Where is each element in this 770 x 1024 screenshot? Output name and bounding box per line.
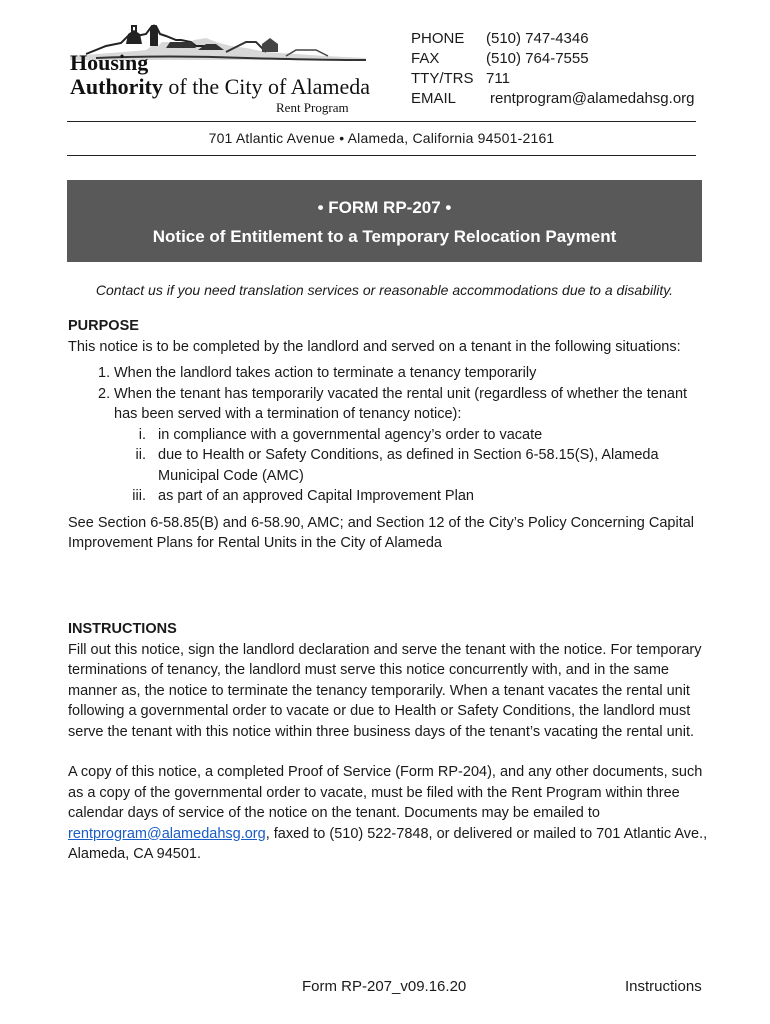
purpose-see-also: See Section 6-58.85(B) and 6-58.90, AMC; and Section 12 of the City’s Policy Concerning Capital Improvement Plans for Rental Units in the City of Alameda [68,514,695,551]
sub-list-item-number: i. [138,426,146,443]
housing-authority-logo [66,16,371,116]
contact-value: (510) 747-4346 [486,30,589,47]
footer-form-version: Form RP-207_v09.16.20 [302,978,467,995]
contact-label: EMAIL [411,90,457,107]
purpose-intro: This notice is to be completed by the landlord and served on a tenant in the following situations: [68,338,681,355]
address-line: 701 Atlantic Avenue • Alameda, California 94501-2161 [208,130,555,146]
contact-label: PHONE [411,30,465,47]
contact-block [411,29,695,109]
contact-label: FAX [411,50,440,67]
form-title: Notice of Entitlement to a Temporary Relocation Payment [152,227,617,246]
sub-list-item [68,486,708,507]
header-divider-bottom [67,155,696,156]
sub-list-item-number: iii. [132,488,146,504]
accommodation-note: Contact us if you need translation services or reasonable accommodations due to a disability. [95,282,674,298]
logo-line2-rest: of the City of Alameda [162,74,371,99]
list-item-text: When the tenant has temporarily vacated the rental unit (regardless of whether the tenant has been served with a termination of tenancy notice): [114,385,688,422]
list-item-number: 1. [98,365,111,381]
instructions-section [68,619,708,865]
sub-list-item [68,425,708,446]
title-banner [67,180,702,262]
sub-list-item-text: due to Health or Safety Conditions, as defined in Section 6-58.15(S), Alameda Municipal Code (AMC) [158,447,659,484]
form-id: • FORM RP-207 • [317,198,452,217]
sub-list-item-number: ii. [135,447,146,463]
instructions-heading: INSTRUCTIONS [68,621,177,637]
contact-row-phone [411,29,695,49]
instructions-paragraph-2 [68,762,708,865]
contact-label: TTY/TRS [411,70,474,87]
sub-list-item-text: in compliance with a governmental agency’s order to vacate [158,426,543,443]
purpose-section [68,316,708,554]
logo-line2 [70,74,370,100]
instructions-p2-text-b: , faxed to (510) 522-7848, or delivered or mailed to 701 Atlantic Ave., Alameda, CA 94501. [68,825,708,862]
logo-line2-bold: Authority [70,74,163,99]
contact-value: 711 [486,70,510,87]
header-divider-top [67,121,696,122]
list-item-number: 2. [98,385,111,402]
logo-line3: Rent Program [276,100,349,115]
list-item [68,384,708,425]
contact-value: rentprogram@alamedahsg.org [490,90,695,107]
email-link[interactable]: rentprogram@alamedahsg.org [68,825,266,842]
logo-line1: Housing [70,50,149,75]
list-item [68,363,708,384]
sub-list-item-text: as part of an approved Capital Improvement Plan [158,488,474,504]
instructions-p2-text-a: A copy of this notice, a completed Proof of Service (Form RP-204), and any other documents, such as a copy of the governmental order to vacate, must be filed with the Rent Program within three calendar days of service of the notice on the tenant. Documents may be emailed to [68,764,703,821]
contact-row-email [411,89,695,109]
contact-row-fax [411,49,695,69]
footer-section-label: Instructions [625,978,702,995]
contact-row-tty [411,69,695,89]
purpose-heading: PURPOSE [68,318,139,334]
list-item-text: When the landlord takes action to terminate a tenancy temporarily [114,365,537,381]
sub-list-item [68,445,708,486]
contact-value: (510) 764-7555 [486,50,589,67]
instructions-paragraph-1: Fill out this notice, sign the landlord declaration and serve the tenant with the notice. For temporary terminations of tenancy, the landlord must serve this notice concurrently with, and in the same manner as, the notice to terminate the tenancy temporarily. When a tenant vacates the rental unit following a governmental order to vacate or due to Health or Safety Conditions, the landlord must serve the tenant with this notice within three business days of the tenant’s vacating the rental unit. [68,641,702,740]
